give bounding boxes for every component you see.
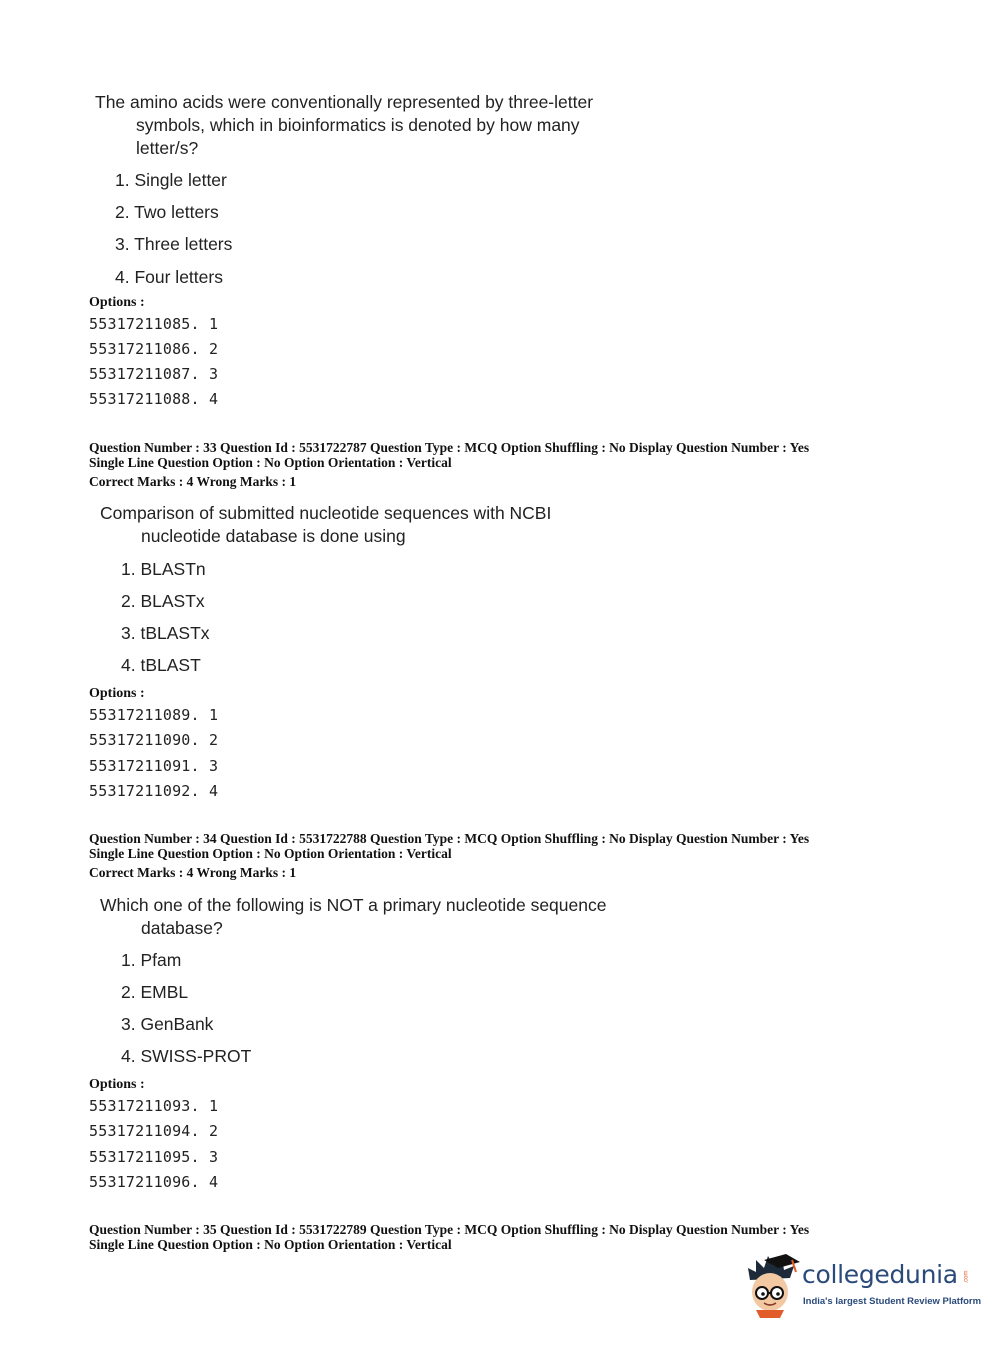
question-text-line: Comparison of submitted nucleotide sequences with NCBI [100,503,552,523]
question-text-line: symbols, which in bioinformatics is denoted by how many [136,115,580,135]
question-text-line: The amino acids were conventionally represented by three-letter [95,92,594,112]
answer-choice-2: 2. Two letters [115,202,219,222]
question-marks: Correct Marks : 4 Wrong Marks : 1 [89,474,297,489]
question-text-line: nucleotide database is done using [141,526,406,546]
answer-choice-4: 4. tBLAST [121,655,201,675]
question-text-line: database? [141,918,223,938]
logo-domain: .com [963,1270,970,1284]
options-label: Options : [89,295,145,310]
option-id: 55317211085. 1 [89,315,219,333]
options-label: Options : [89,1077,145,1092]
option-id: 55317211090. 2 [89,731,219,749]
question-meta-line: Question Number : 35 Question Id : 5531722789 Question Type : MCQ Option Shuffling : No Display Question Number : Yes [89,1222,810,1237]
question-meta-line: Question Number : 34 Question Id : 5531722788 Question Type : MCQ Option Shuffling : No Display Question Number : Yes [89,831,810,846]
answer-choice-3: 3. tBLASTx [121,623,210,643]
answer-choice-4: 4. SWISS-PROT [121,1046,252,1066]
mascot-icon [742,1250,804,1320]
question-text-line: letter/s? [136,138,199,158]
logo-tagline: India's largest Student Review Platform [803,1296,982,1307]
question-meta-line: Question Number : 33 Question Id : 5531722787 Question Type : MCQ Option Shuffling : No Display Question Number : Yes [89,440,810,455]
question-meta-line: Single Line Question Option : No Option Orientation : Vertical [89,455,452,470]
question-meta-line: Single Line Question Option : No Option Orientation : Vertical [89,846,452,861]
answer-choice-4: 4. Four letters [115,267,223,287]
answer-choice-1: 1. BLASTn [121,559,206,579]
question-text [100,894,620,940]
option-id: 55317211096. 4 [89,1173,219,1191]
answer-choice-3: 3. GenBank [121,1014,214,1034]
question-text [100,502,620,548]
question-marks: Correct Marks : 4 Wrong Marks : 1 [89,865,297,880]
options-label: Options : [89,686,145,701]
question-text [95,91,615,160]
option-id: 55317211092. 4 [89,782,219,800]
option-id: 55317211091. 3 [89,757,219,775]
option-id: 55317211088. 4 [89,390,219,408]
question-text-line: Which one of the following is NOT a primary nucleotide sequence [100,895,607,915]
option-id: 55317211089. 1 [89,706,219,724]
answer-choice-3: 3. Three letters [115,234,233,254]
answer-choice-2: 2. EMBL [121,982,189,1002]
option-id: 55317211086. 2 [89,340,219,358]
option-id: 55317211095. 3 [89,1148,219,1166]
logo-wordmark: collegedunia [802,1260,958,1289]
option-id: 55317211094. 2 [89,1122,219,1140]
collegedunia-logo [742,1250,982,1320]
question-meta-line: Single Line Question Option : No Option Orientation : Vertical [89,1237,452,1252]
answer-choice-1: 1. Single letter [115,170,227,190]
option-id: 55317211093. 1 [89,1097,219,1115]
option-id: 55317211087. 3 [89,365,219,383]
answer-choice-2: 2. BLASTx [121,591,205,611]
answer-choice-1: 1. Pfam [121,950,182,970]
